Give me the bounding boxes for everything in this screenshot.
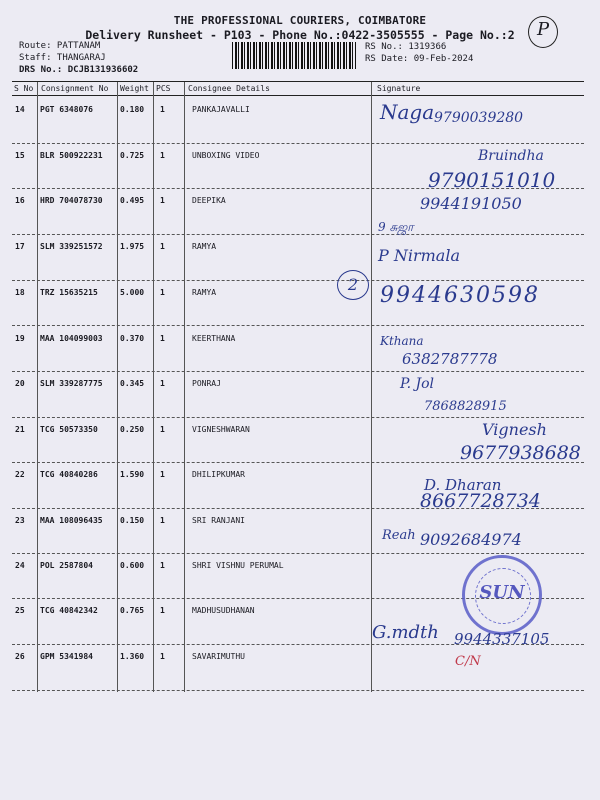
row-consignee: SHRI VISHNU PERUMAL xyxy=(192,561,284,570)
row-sno: 22 xyxy=(15,470,25,479)
handwritten-signature: Bruindha xyxy=(478,148,544,164)
row-consignee: RAMYA xyxy=(192,288,217,297)
handwritten-signature: Kthana xyxy=(380,334,424,348)
row-consignee: SAVARIMUTHU xyxy=(192,652,245,661)
row-sno: 17 xyxy=(15,242,25,251)
row-consignee: SRI RANJANI xyxy=(192,516,245,525)
row-weight: 0.180 xyxy=(120,105,145,114)
stamp-text: SUN xyxy=(479,582,525,603)
row-sno: 18 xyxy=(15,288,25,297)
row-sno: 16 xyxy=(15,196,25,205)
col-header-signature: Signature xyxy=(377,84,421,93)
row-sno: 26 xyxy=(15,652,25,661)
staff-label: Staff: THANGARAJ xyxy=(19,53,106,63)
row-sno: 25 xyxy=(15,606,25,615)
row-pcs: 1 xyxy=(160,288,165,297)
table-row xyxy=(0,334,600,381)
row-consignee: DEEPIKA xyxy=(192,196,226,205)
row-weight: 0.725 xyxy=(120,151,145,160)
row-consignee: UNBOXING VIDEO xyxy=(192,151,260,160)
handwritten-signature: P Nirmala xyxy=(378,246,460,265)
page-mark-circle xyxy=(528,16,558,48)
row-separator xyxy=(12,690,584,691)
rs-number: RS No.: 1319366 xyxy=(365,42,447,52)
row-consignment: TCG 40840286 xyxy=(40,470,98,479)
row-consignment: BLR 500922231 xyxy=(40,151,103,160)
row-consignment: GPM 5341984 xyxy=(40,652,93,661)
row-separator xyxy=(12,553,584,554)
row-pcs: 1 xyxy=(160,606,165,615)
row-consignee: PONRAJ xyxy=(192,379,221,388)
handwritten-phone: 6382787778 xyxy=(402,350,498,368)
handwritten-phone: 9092684974 xyxy=(420,530,522,549)
company-title: THE PROFESSIONAL COURIERS, COIMBATORE xyxy=(173,14,427,27)
route-label: Route: PATTANAM xyxy=(19,41,101,51)
col-header-sno: S No xyxy=(14,84,34,93)
row-weight: 0.765 xyxy=(120,606,145,615)
row-consignee: MADHUSUDHANAN xyxy=(192,606,255,615)
row-pcs: 1 xyxy=(160,516,165,525)
page-mark: P xyxy=(536,19,550,40)
row-separator xyxy=(12,280,584,281)
handwritten-phone: 9944191050 xyxy=(420,194,522,213)
rs-date: RS Date: 09-Feb-2024 xyxy=(365,54,474,64)
row-weight: 0.600 xyxy=(120,561,145,570)
row-weight: 1.360 xyxy=(120,652,145,661)
row-consignee: KEERTHANA xyxy=(192,334,236,343)
handwritten-phone: 9944337105 xyxy=(454,630,550,648)
col-header-consignment: Consignment No xyxy=(41,84,109,93)
round-stamp xyxy=(462,555,542,635)
handwritten-note: C/N xyxy=(455,654,481,669)
handwritten-phone: 7868828915 xyxy=(424,399,507,414)
row-sno: 21 xyxy=(15,425,25,434)
row-sno: 20 xyxy=(15,379,25,388)
row-pcs: 1 xyxy=(160,561,165,570)
row-consignment: TCG 50573350 xyxy=(40,425,98,434)
row-pcs: 1 xyxy=(160,242,165,251)
handwritten-signature: Vignesh xyxy=(482,420,547,439)
col-header-consignee: Consignee Details xyxy=(188,84,270,93)
row-separator xyxy=(12,325,584,326)
row-consignment: PGT 6348076 xyxy=(40,105,93,114)
row-separator xyxy=(12,371,584,372)
row-weight: 5.000 xyxy=(120,288,145,297)
row-pcs: 1 xyxy=(160,470,165,479)
drs-number: DRS No.: DCJB131936602 xyxy=(19,65,139,75)
handwritten-phone: 9677938688 xyxy=(460,442,581,464)
row-weight: 1.975 xyxy=(120,242,145,251)
row-pcs: 1 xyxy=(160,151,165,160)
table-row xyxy=(0,379,600,426)
row-weight: 0.150 xyxy=(120,516,145,525)
row-weight: 1.590 xyxy=(120,470,145,479)
row-consignment: SLM 339287775 xyxy=(40,379,103,388)
table-top-rule xyxy=(12,81,584,82)
row-consignee: VIGNESHWARAN xyxy=(192,425,250,434)
table-row xyxy=(0,242,600,289)
table-header-rule xyxy=(12,95,584,96)
handwritten-signature: D. Dharan xyxy=(424,476,502,494)
row-consignment: POL 2587804 xyxy=(40,561,93,570)
handwritten-phone: 9790039280 xyxy=(434,110,524,126)
row-sno: 19 xyxy=(15,334,25,343)
table-row xyxy=(0,652,600,699)
handwritten-phone: 8667728734 xyxy=(420,490,541,512)
col-header-weight: Weight xyxy=(120,84,149,93)
row-separator xyxy=(12,417,584,418)
row-consignee: RAMYA xyxy=(192,242,217,251)
row-consignee: DHILIPKUMAR xyxy=(192,470,245,479)
row-pcs: 1 xyxy=(160,105,165,114)
row-pcs: 1 xyxy=(160,652,165,661)
handwritten-phone: 9944630598 xyxy=(380,283,540,308)
row-consignment: SLM 339251572 xyxy=(40,242,103,251)
row-weight: 0.345 xyxy=(120,379,145,388)
row-consignment: TRZ 15635215 xyxy=(40,288,98,297)
row-weight: 0.495 xyxy=(120,196,145,205)
row-consignment: MAA 108096435 xyxy=(40,516,103,525)
row-consignment: HRD 704078730 xyxy=(40,196,103,205)
row-consignee: PANKAJAVALLI xyxy=(192,105,250,114)
handwritten-phone: 9790151010 xyxy=(428,168,556,192)
row-consignment: TCG 40842342 xyxy=(40,606,98,615)
runsheet-subtitle: Delivery Runsheet - P103 - Phone No.:0422-3505555 - Page No.:2 xyxy=(85,28,515,42)
row-pcs: 1 xyxy=(160,379,165,388)
row-weight: 0.250 xyxy=(120,425,145,434)
handwritten-signature: Reah xyxy=(382,528,416,543)
handwritten-signature: 9 சுஜா xyxy=(378,220,414,234)
handwritten-signature: Naga xyxy=(380,100,435,124)
handwritten-signature: G.mdth xyxy=(372,622,439,643)
row-pcs: 1 xyxy=(160,196,165,205)
handwritten-circled-number: 2 xyxy=(337,270,369,300)
barcode xyxy=(232,42,356,69)
row-sno: 23 xyxy=(15,516,25,525)
row-consignment: MAA 104099003 xyxy=(40,334,103,343)
col-header-pcs: PCS xyxy=(156,84,171,93)
row-sno: 15 xyxy=(15,151,25,160)
row-sno: 14 xyxy=(15,105,25,114)
row-weight: 0.370 xyxy=(120,334,145,343)
row-pcs: 1 xyxy=(160,425,165,434)
row-separator xyxy=(12,143,584,144)
row-separator xyxy=(12,234,584,235)
handwritten-signature: P. Jol xyxy=(400,376,435,392)
row-pcs: 1 xyxy=(160,334,165,343)
row-sno: 24 xyxy=(15,561,25,570)
